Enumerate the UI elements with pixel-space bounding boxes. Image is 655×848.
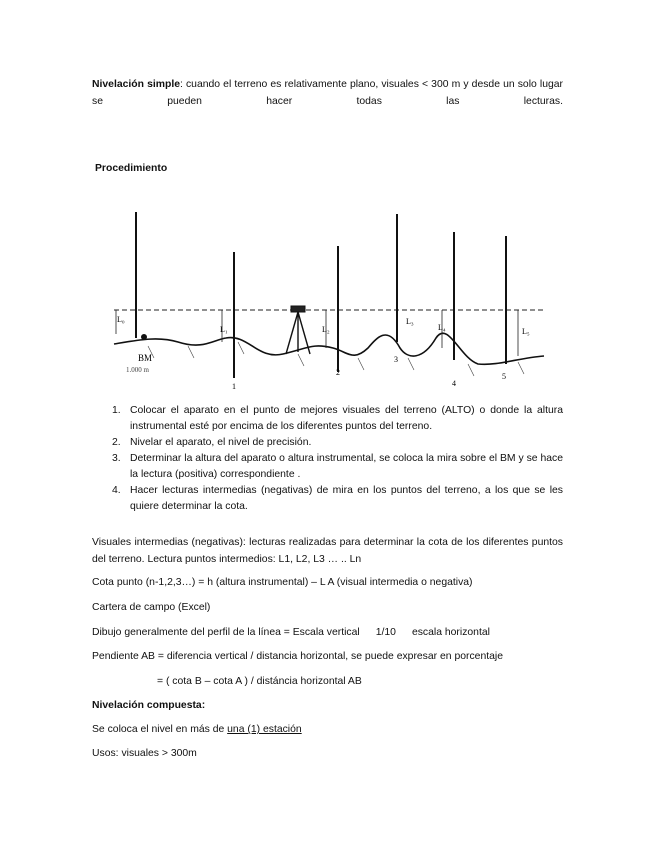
reading-marks: [116, 310, 518, 356]
level-instrument: [286, 306, 310, 354]
estacion-underlined: una (1) estación: [227, 724, 302, 735]
staff-label-4: L₄: [438, 323, 446, 332]
staff-label-1: L₁: [220, 325, 228, 334]
step-number: 2.: [112, 437, 121, 448]
step-text: Determinar la altura del aparato o altura instrumental, se coloca la mira sobre el BM y se hace la lectura (positiva) correspondiente .: [130, 453, 563, 480]
dibujo-horizontal: escala horizontal: [411, 627, 490, 638]
intro-text: : cuando el terreno es relativamente plano, visuales < 300 m y desde un solo lugar se pueden hacer todas las lecturas.: [92, 79, 563, 107]
step-text: Hacer lecturas intermedias (negativas) de mira en los puntos del terreno, a los que se les quiere determinar la cota.: [130, 485, 563, 512]
intro-paragraph: [92, 76, 563, 127]
step-number: 3.: [112, 453, 121, 464]
point-label-1: 1: [232, 382, 236, 391]
visuales-paragraph: Visuales intermedias (negativas): lecturas realizadas para determinar la cota de los diferentes puntos del terreno. Lectura puntos intermedios: L1, L2, L3 … .. Ln: [92, 537, 563, 565]
step-item: [92, 435, 563, 451]
step-number: 1.: [112, 405, 121, 416]
estacion-paragraph: [92, 721, 563, 738]
step-item: [92, 403, 563, 435]
step-text: Nivelar el aparato, el nivel de precisión.: [130, 437, 312, 448]
formula-line: = ( cota B – cota A ) / distáncia horizontal AB: [157, 676, 362, 687]
staff-label-2: L₂: [322, 325, 330, 334]
compuesta-heading: Nivelación compuesta:: [92, 700, 206, 711]
dibujo-paragraph: [92, 624, 563, 641]
staff-label-5: L₅: [522, 327, 530, 336]
point-label-2: 2: [336, 368, 340, 377]
bm-marker: [141, 334, 147, 340]
procedure-steps: [92, 403, 563, 515]
terrain-profile: [114, 333, 544, 364]
step-number: 4.: [112, 485, 121, 496]
step-item: [92, 483, 563, 515]
step-item: [92, 451, 563, 483]
point-label-3: 3: [394, 355, 398, 364]
point-label-5: 5: [502, 372, 506, 381]
procedure-heading: Procedimiento: [95, 163, 168, 174]
bm-label: BM: [138, 353, 153, 363]
cota-paragraph: Cota punto (n-1,2,3…) = h (altura instrumental) – L A (visual intermedia o negativa): [92, 577, 473, 588]
step-text: Colocar el aparato en el punto de mejores visuales del terreno (ALTO) o donde la altura instrumental esté por encima de los diferentes puntos del terreno.: [130, 405, 563, 432]
estacion-text: Se coloca el nivel en más de: [92, 724, 228, 735]
leveling-diagram: [108, 208, 550, 396]
point-label-4: 4: [452, 379, 456, 388]
cartera-paragraph: Cartera de campo (Excel): [92, 602, 211, 613]
dibujo-text: Dibujo generalmente del perfil de la línea = Escala vertical: [92, 627, 360, 638]
staff-label-3: L₃: [406, 317, 414, 326]
usos-paragraph: Usos: visuales > 300m: [92, 748, 197, 759]
intro-label: Nivelación simple: [92, 79, 180, 90]
bm-value: 1.000 m: [126, 366, 149, 374]
staff-label-0: L₀: [117, 315, 125, 324]
pendiente-paragraph: Pendiente AB = diferencia vertical / distancia horizontal, se puede expresar en porcentaje: [92, 651, 503, 662]
dibujo-scale: 1/10: [375, 627, 396, 638]
